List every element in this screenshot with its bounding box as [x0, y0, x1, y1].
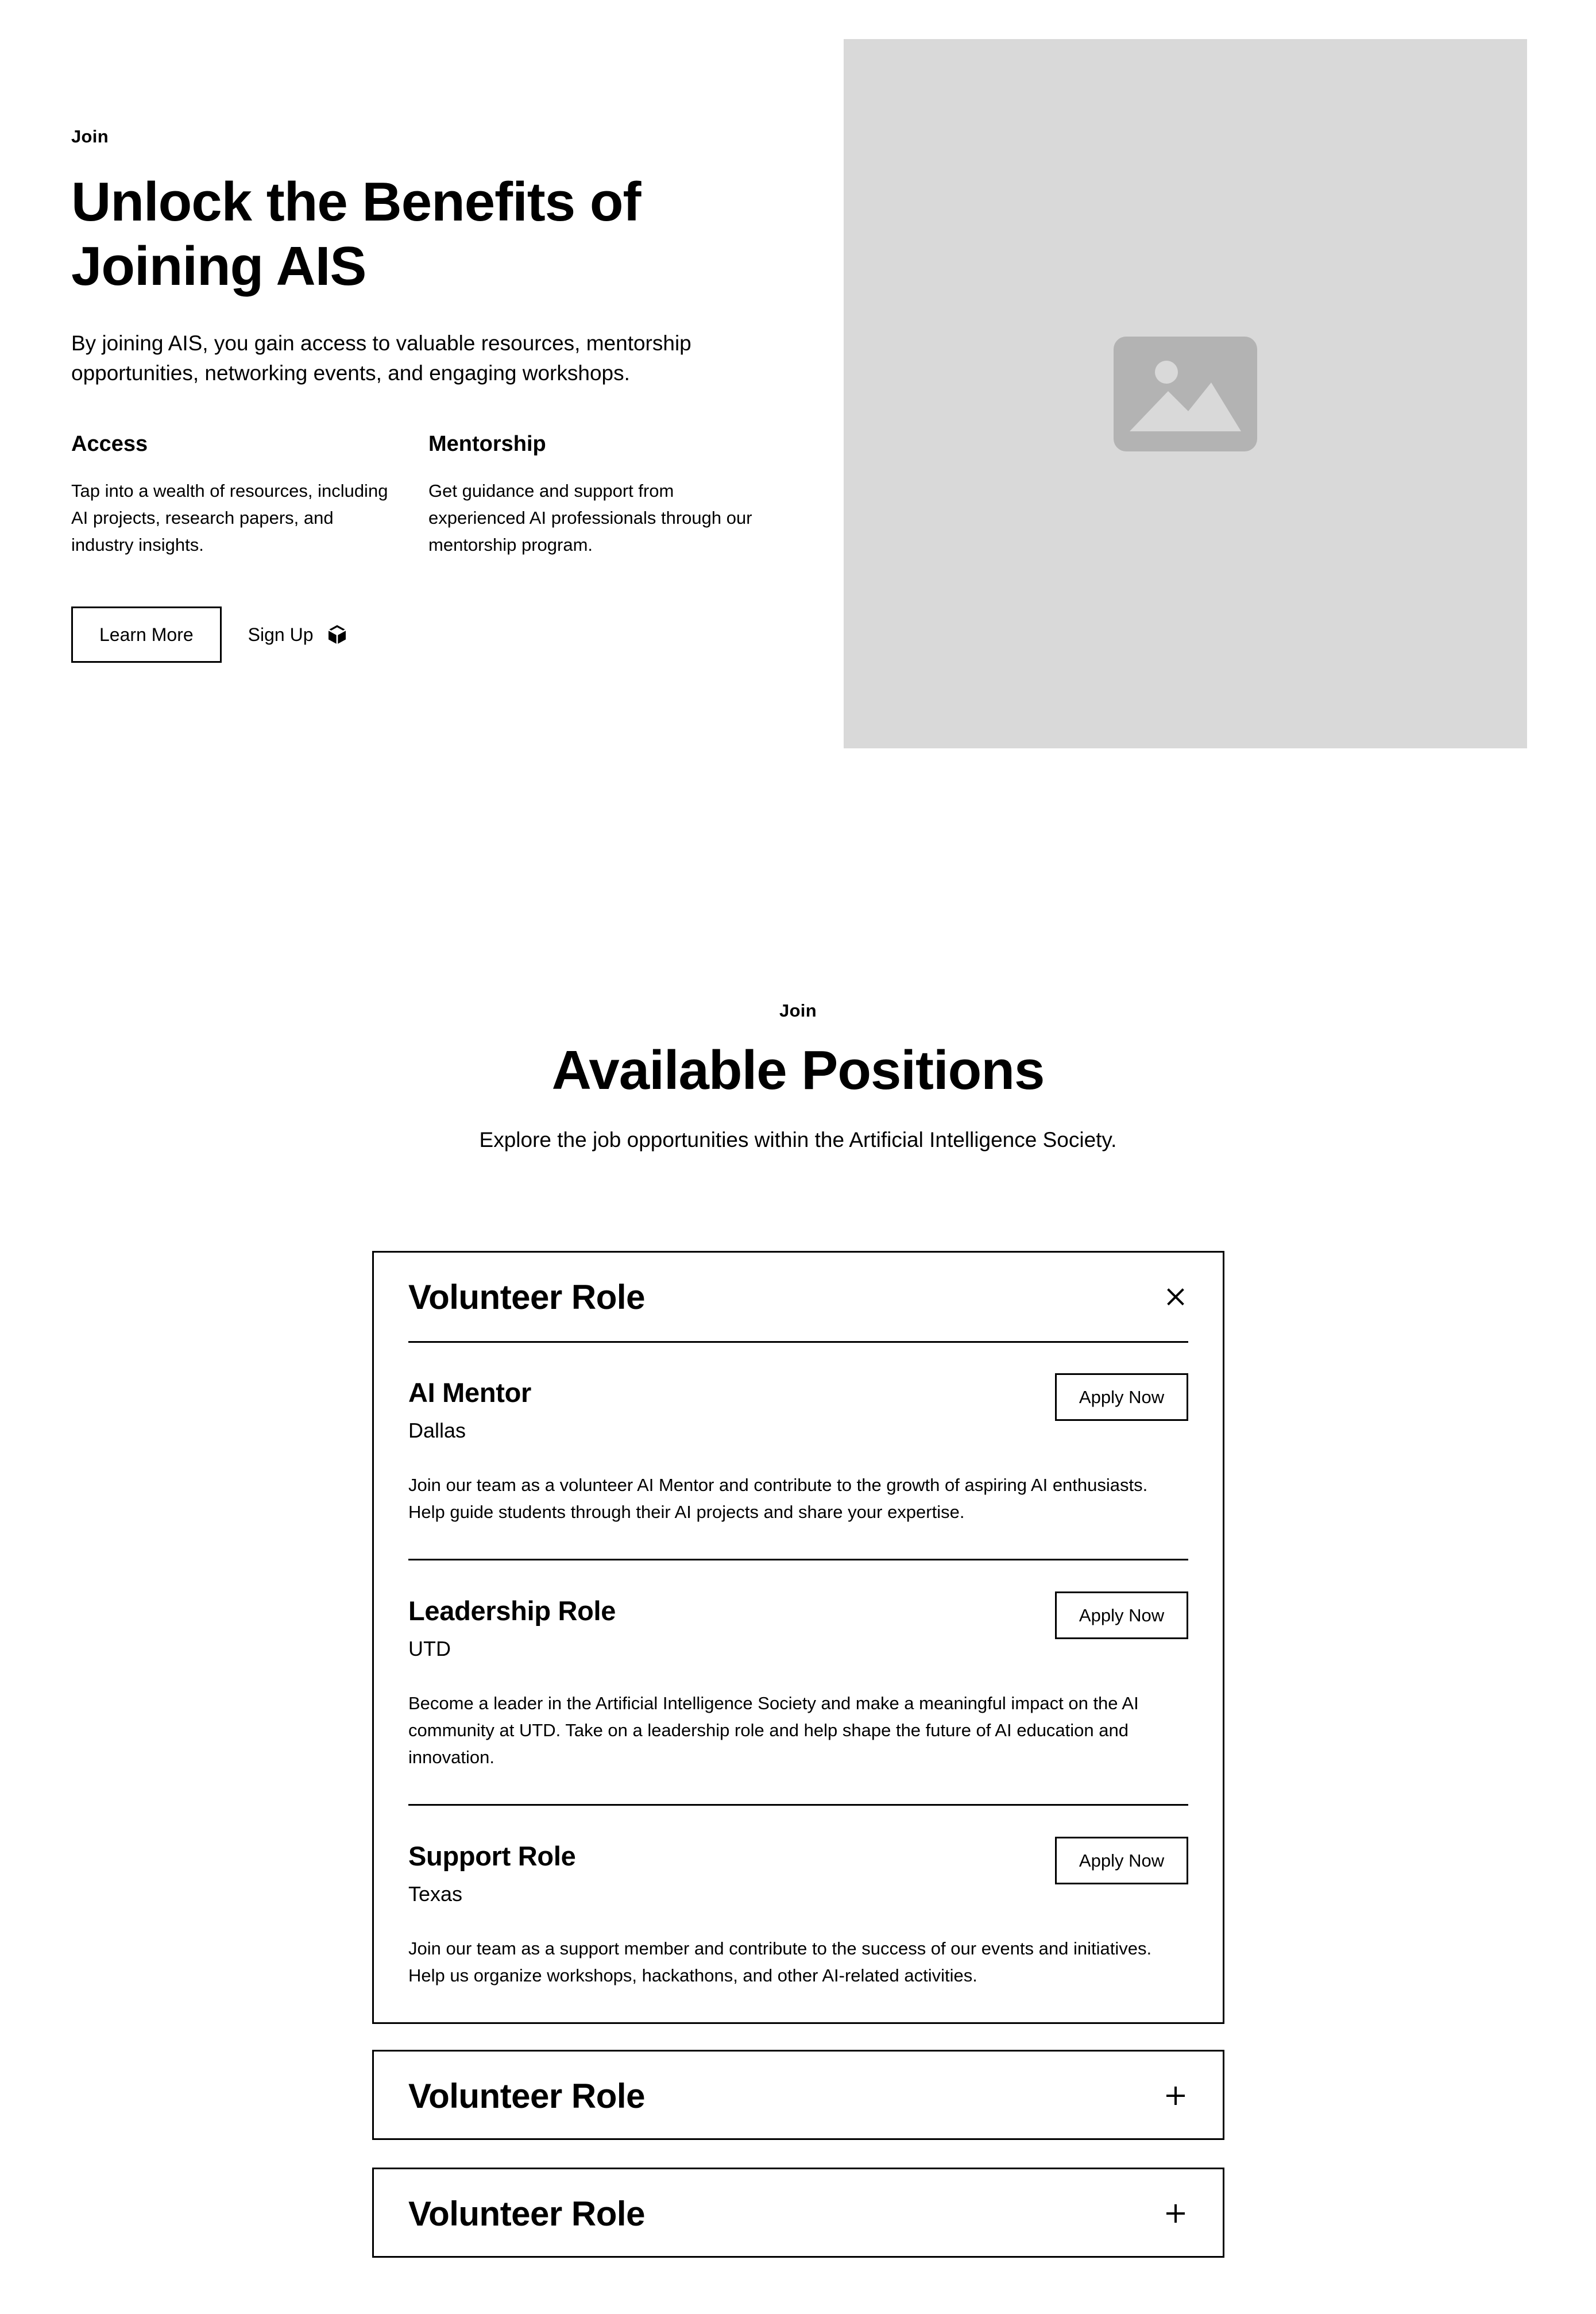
positions-header: [0, 1000, 1596, 1152]
sign-up-link[interactable]: [248, 623, 349, 646]
sign-up-label: Sign Up: [248, 624, 314, 645]
accordion-header[interactable]: [408, 2169, 1188, 2258]
join-hero-section: [0, 0, 1596, 804]
job-description: Join our team as a volunteer AI Mentor and contribute to the growth of aspiring AI enthusiasts. Help guide students through their AI projects and share your expertise.: [408, 1475, 1148, 1522]
plus-icon[interactable]: [1163, 2201, 1188, 2226]
accordion-divider: [408, 1341, 1188, 1343]
job-description: Join our team as a support member and contribute to the success of our events and initiatives. Help us organize workshops, hackathons, and other AI-related activities.: [408, 1938, 1152, 1985]
feature-list: [71, 432, 783, 558]
job-header: [408, 1377, 1188, 1443]
job-header: [408, 1840, 1188, 1906]
positions-title: Available Positions: [551, 1040, 1045, 1101]
feature-text: Get guidance and support from experienced AI professionals through our mentorship program.: [428, 481, 752, 555]
learn-more-button[interactable]: Learn More: [71, 606, 222, 663]
positions-description: Explore the job opportunities within the Artificial Intelligence Society.: [479, 1128, 1117, 1152]
apply-now-button[interactable]: Apply Now: [1055, 1591, 1188, 1639]
job-location: Dallas: [408, 1419, 466, 1442]
hero-actions: [71, 606, 783, 663]
cube-icon: [326, 623, 349, 646]
job-location: Texas: [408, 1882, 463, 1906]
accordion-volunteer-role-expanded: [372, 1251, 1224, 2024]
job-leadership-role: [408, 1595, 1188, 1771]
apply-now-button[interactable]: Apply Now: [1055, 1837, 1188, 1884]
job-heading: [408, 1377, 531, 1443]
hero-eyebrow: Join: [71, 126, 109, 146]
accordion-title: Volunteer Role: [408, 2076, 645, 2115]
feature-title: Access: [71, 432, 148, 456]
job-description: Become a leader in the Artificial Intelligence Society and make a meaningful impact on the AI community at UTD. Take on a leadership role and help shape the future of AI education and innovation.: [408, 1693, 1139, 1767]
image-placeholder-icon: [1114, 337, 1257, 451]
job-title: Leadership Role: [408, 1596, 616, 1626]
accordion-title: Volunteer Role: [408, 1277, 645, 1316]
hero-description: By joining AIS, you gain access to valuable resources, mentorship opportunities, networking events, and engaging workshops.: [71, 331, 691, 385]
job-header: [408, 1595, 1188, 1661]
job-ai-mentor: [408, 1377, 1188, 1525]
job-location: UTD: [408, 1637, 451, 1660]
job-heading: [408, 1840, 575, 1906]
hero-title: Unlock the Benefits of Joining AIS: [71, 171, 641, 297]
accordion-header[interactable]: [408, 2052, 1188, 2140]
job-divider: [408, 1804, 1188, 1806]
accordion-title: Volunteer Role: [408, 2194, 645, 2233]
hero-text-block: [71, 126, 783, 663]
job-title: Support Role: [408, 1841, 576, 1871]
feature-access: [71, 432, 399, 558]
accordion-volunteer-role-collapsed[interactable]: [372, 2168, 1224, 2258]
hero-image-placeholder: [844, 39, 1527, 748]
available-positions-section: [0, 976, 1596, 2233]
feature-mentorship: [428, 432, 756, 558]
job-heading: [408, 1595, 616, 1661]
plus-icon[interactable]: [1163, 2083, 1188, 2108]
positions-eyebrow: Join: [779, 1000, 817, 1021]
close-icon[interactable]: [1163, 1284, 1188, 1309]
job-title: AI Mentor: [408, 1377, 532, 1408]
accordion-volunteer-role-collapsed[interactable]: [372, 2050, 1224, 2140]
apply-now-button[interactable]: Apply Now: [1055, 1373, 1188, 1421]
feature-text: Tap into a wealth of resources, including AI projects, research papers, and industry insights.: [71, 481, 388, 555]
job-divider: [408, 1559, 1188, 1560]
accordion-header[interactable]: [408, 1253, 1188, 1341]
job-support-role: [408, 1840, 1188, 1989]
feature-title: Mentorship: [428, 432, 546, 456]
